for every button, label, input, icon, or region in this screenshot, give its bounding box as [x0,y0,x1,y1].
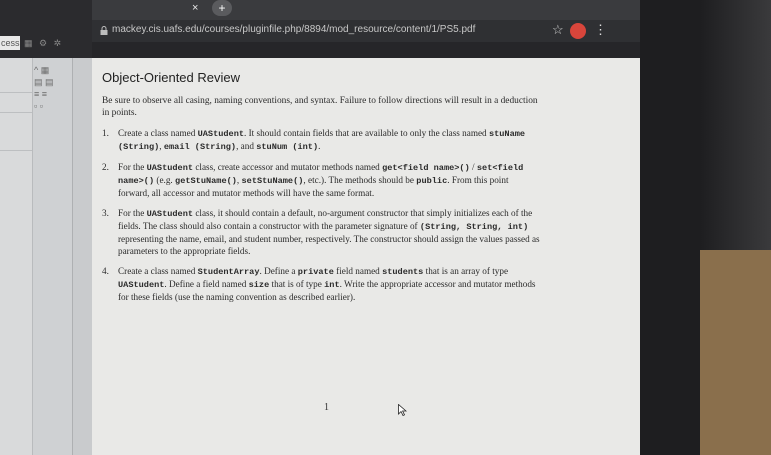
code-token: UAStudent [197,129,245,139]
assignment-item [102,161,542,199]
toolbar-icons[interactable]: ▦ ⚙ ✲ [24,38,64,48]
item-text [118,127,542,153]
text-segment: For the [118,208,147,218]
text-segment: , [236,175,242,185]
text-segment: (e.g. [154,175,176,185]
code-token: UAStudent [146,209,194,219]
code-token: set<field name>() [118,163,524,186]
new-tab-button[interactable]: + [212,0,232,16]
pdf-page [92,58,640,455]
text-segment: , and [236,141,257,151]
code-token: getStuName() [175,176,237,186]
side-panel-icons[interactable]: ^ ▦ ▤ ▤ ≡ ≡ ▫ ▫ [34,65,54,111]
divider [0,150,32,151]
assignment-item [102,127,542,153]
item-text [118,161,542,199]
scrollbar-gutter[interactable] [72,58,92,455]
text-segment: . Define a field named [164,279,249,289]
assignment-list [102,127,542,303]
text-segment: , [159,141,164,151]
divider [0,92,32,93]
background-window-tab[interactable]: cess [1,38,20,48]
text-segment: class, it should contain a default, no-argument constructor that simply initializes each of the fields. The class should also contain a constructor with the parameter signature of [118,208,533,231]
text-segment: that is of type [269,279,325,289]
lock-icon [100,26,108,35]
code-token: (String, String, int) [419,222,529,232]
extension-icon[interactable] [570,23,586,39]
text-segment: / [469,162,477,172]
text-segment: . Define a [259,266,298,276]
text-segment: field named [333,266,383,276]
close-tab-icon[interactable]: × [192,2,199,14]
page-number: 1 [324,402,329,413]
pdf-content [102,70,542,311]
text-segment: , etc.). The methods should be [303,175,417,185]
code-token: stuName (String) [118,129,526,152]
background-window [0,0,92,455]
code-token: setStuName() [241,176,304,186]
text-segment: . [318,141,321,151]
code-token: int [324,280,340,290]
code-token: students [382,267,424,277]
browser-menu-icon[interactable]: ⋮ [594,22,607,37]
browser-window [92,0,640,455]
item-number: 3. [102,208,109,218]
item-number: 2. [102,162,109,172]
pdf-toolbar [92,42,640,58]
code-token: size [248,280,270,290]
code-token: StudentArray [197,267,260,277]
text-segment: Create a class named [118,266,198,276]
text-segment: . It should contain fields that are available to only the class named [244,128,489,138]
assignment-item [102,265,542,303]
item-number: 4. [102,266,109,276]
text-segment: . Write the appropriate accessor and mutator methods for these fields (use the naming convention as described earlier). [118,279,536,302]
address-bar[interactable] [92,20,640,42]
document-intro: Be sure to observe all casing, naming conventions, and syntax. Failure to follow directions will result in a deduction in points. [102,96,538,118]
code-token: stuNum (int) [256,142,319,152]
assignment-item [102,207,542,257]
text-segment: class, create accessor and mutator methods named [193,162,383,172]
text-segment: For the [118,162,147,172]
code-token: public [416,176,448,186]
text-segment: that is an array of type [423,266,509,276]
code-token: UAStudent [118,280,165,290]
bookmark-star-icon[interactable]: ☆ [552,22,564,37]
item-text [118,207,542,257]
desk-background [700,250,771,455]
document-title: Object-Oriented Review [102,70,240,85]
url-text[interactable]: mackey.cis.uafs.edu/courses/pluginfile.php/8894/mod_resource/content/1/PS5.pdf [112,24,476,35]
browser-tab-bar [92,0,640,20]
item-number: 1. [102,128,109,138]
text-segment: representing the name, email, and student number, respectively. The constructor should assign the values passed as parameters to the appropriate fields. [118,234,540,256]
code-token: get<field name>() [382,163,470,173]
side-panel [32,58,72,455]
code-token: email (String) [163,142,237,152]
divider [0,112,32,113]
code-token: UAStudent [146,163,194,173]
mouse-cursor-icon [398,404,407,416]
text-segment: Create a class named [118,128,198,138]
item-text [118,265,542,303]
code-token: private [297,267,334,277]
text-segment: . From this point forward, all accessor and mutator methods will have the same format. [118,175,509,198]
